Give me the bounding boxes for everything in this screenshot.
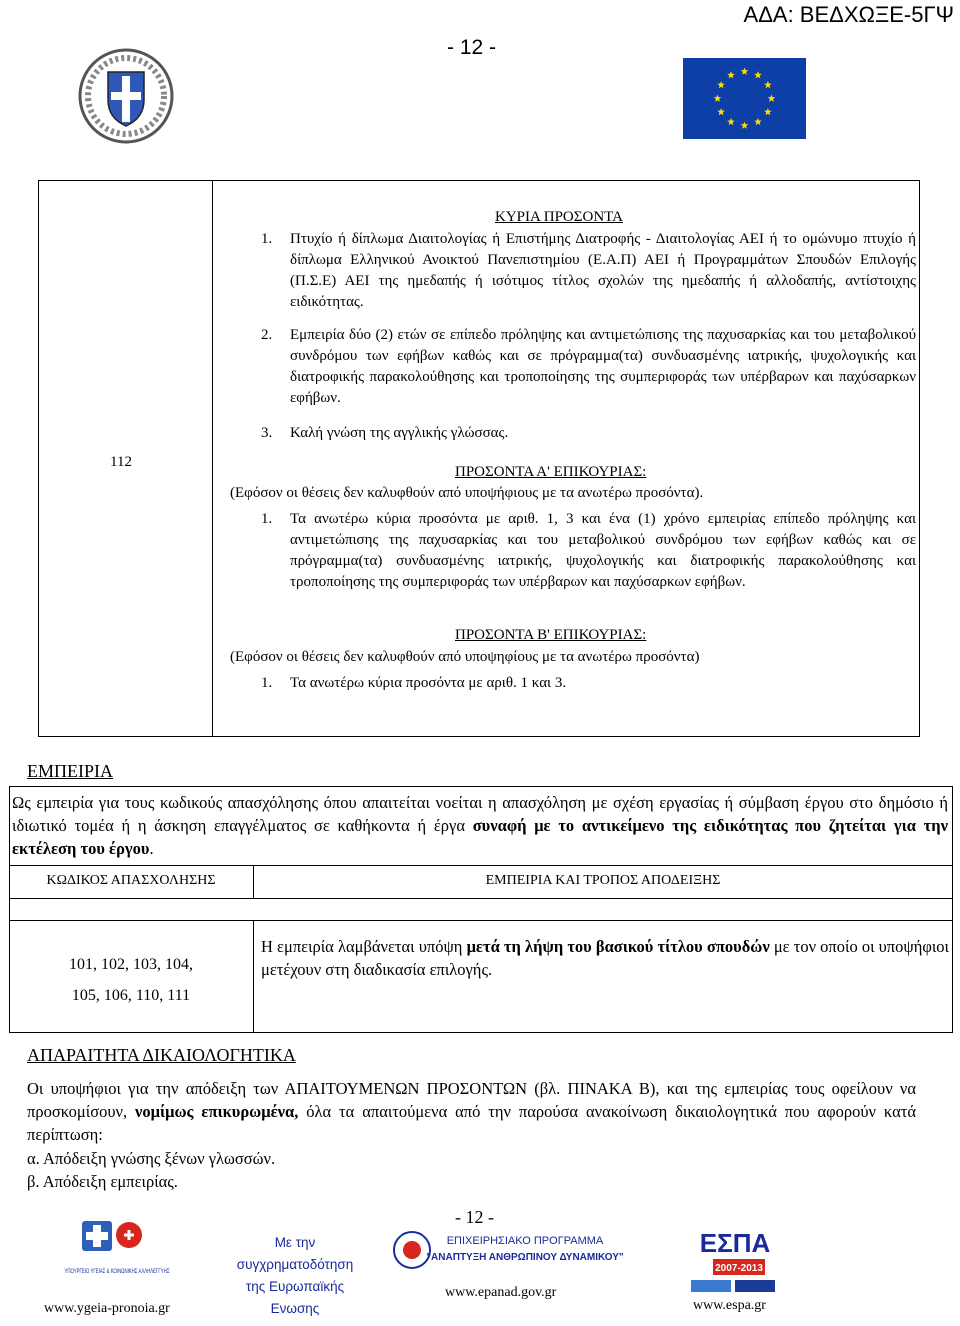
qualification-2-text: Εμπειρία δύο (2) ετών σε επίπεδο πρόληψης και αντιμετώπισης της παχυσαρκίας και του μεταβολικού συνδρόμου των εφήβων καθώς και σε πρόγραμμα(τα) συνδυασμένης ιατρικής, ψυχολογικής και διατροφικής παρακολούθησης και τροποποίησης της συμπεριφοράς των υπέρβαρων και παχύσαρκων εφήβων. bbox=[290, 327, 916, 406]
espa-logo bbox=[685, 1222, 785, 1297]
documents-item-b: β. Απόδειξη εμπειρίας. bbox=[27, 1172, 178, 1191]
experience-description: Ως εμπειρία για τους κωδικούς απασχόλησης όπου απαιτείται νοείται η απασχόληση με σχέση εργασίας ή σύμβαση έργου στο δημόσιο ή ιδιωτικό τομέα ή η άσκηση επαγγέλματος σε καθήκοντα ή έργα συναφή με το αντικείμενο της ειδικότητας που ζητείται για την εκτέλεση του έργου. bbox=[12, 793, 948, 858]
qualification-2-num: 2. bbox=[261, 327, 273, 343]
espa-years: 2007-2013 bbox=[715, 1263, 763, 1274]
ministry-health-logo bbox=[62, 1219, 172, 1297]
experience-proof-text: Η εμπειρία λαμβάνεται υπόψη μετά τη λήψη του βασικού τίτλου σπουδών με τον οποίο οι υποψήφιοι μετέχουν στη διαδικασία επιλογής. bbox=[261, 937, 949, 979]
experience-title: ΕΜΠΕΙΡΙΑ bbox=[27, 761, 113, 781]
human-resources-program-logo bbox=[390, 1222, 624, 1277]
alt-b-title: ΠΡΟΣΟΝΤΑ Β' ΕΠΙΚΟΥΡΙΑΣ: bbox=[455, 627, 647, 643]
program-text-1: ΕΠΙΧΕΙΡΗΣΙΑΚΟ ΠΡΟΓΡΑΜΜΑ bbox=[446, 1235, 604, 1247]
qualification-3-text: Καλή γνώση της αγγλικής γλώσσας. bbox=[290, 425, 509, 441]
page-number-top: - 12 - bbox=[447, 36, 497, 59]
main-qualifications-title: ΚΥΡΙΑ ΠΡΟΣΟΝΤΑ bbox=[495, 209, 623, 225]
alt-b-text: Τα ανωτέρω κύρια προσόντα με αριθ. 1 και 3. bbox=[290, 675, 567, 691]
qualification-1-num: 1. bbox=[261, 231, 273, 247]
codes-line-2: 105, 106, 110, 111 bbox=[71, 987, 191, 1004]
documents-item-a: α. Απόδειξη γνώσης ξένων γλωσσών. bbox=[27, 1149, 276, 1168]
page-number-bottom: - 12 - bbox=[455, 1207, 494, 1227]
alt-a-text: Τα ανωτέρω κύρια προσόντα με αριθ. 1, 3 και ένα (1) χρόνο εμπειρίας επίπεδο πρόληψης και αντιμετώπισης της παχυσαρκίας και του μεταβολικού συνδρόμου των εφήβων καθώς και σε πρόγραμμα(τα) συνδυασμένης ιατρικής, ψυχολογικής και διατροφικής παρακολούθησης και τροποποίησης της συμπεριφοράς των υπέρβαρων και παχύσαρκων εφήβων. bbox=[290, 511, 916, 590]
epanad-url[interactable]: www.epanad.gov.gr bbox=[445, 1285, 557, 1300]
eu-funding-text: Με την συγχρηματοδότηση της Ευρωπαϊκής Ενωσης bbox=[236, 1235, 354, 1316]
alt-a-title: ΠΡΟΣΟΝΤΑ Α' ΕΠΙΚΟΥΡΙΑΣ: bbox=[455, 464, 647, 480]
eu-flag-icon bbox=[683, 58, 806, 139]
alt-a-num: 1. bbox=[261, 511, 273, 527]
qualification-3-num: 3. bbox=[261, 425, 273, 441]
col-code-header: ΚΩΔΙΚΟΣ ΑΠΑΣΧΟΛΗΣΗΣ bbox=[46, 873, 216, 888]
codes-line-1: 101, 102, 103, 104, bbox=[69, 956, 193, 973]
espa-logo-text: ΕΣΠΑ bbox=[699, 1228, 771, 1258]
ministry-text: ΥΠΟΥΡΓΕΙΟ ΥΓΕΙΑΣ & ΚΟΙΝΩΝΙΚΗΣ ΑΛΛΗΛΕΓΓΥΗΣ bbox=[64, 1269, 170, 1275]
program-text-2: "ΑΝΑΠΤΥΞΗ ΑΝΘΡΩΠΙΝΟΥ ΔΥΝΑΜΙΚΟΥ" bbox=[426, 1252, 624, 1263]
alt-b-note: (Εφόσον οι θέσεις δεν καλυφθούν από υποψηφίους με τα ανωτέρω προσόντα) bbox=[230, 649, 700, 665]
ada-code: ΑΔΑ: ΒΕΔΧΩΞΕ-5ΓΨ bbox=[743, 2, 954, 27]
greek-state-emblem-icon bbox=[78, 48, 174, 144]
qualification-1-text: Πτυχίο ή δίπλωμα Διαιτολογίας ή Επιστήμης Διατροφής - Διαιτολογίας ΑΕΙ ή το ομώνυμο πτυχίο ή δίπλωμα Ελληνικού Ανοικτού Πανεπιστημίου (Ε.Α.Π) ΑΕΙ ή Προγραμμάτων Σπουδών Επιλογής (Π.Σ.Ε) ΑΕΙ της ημεδαπής ή ισότιμος τίτλος σχολών της ημεδαπής ή αλλοδαπής, αντίστοιχης ειδικότητας. bbox=[290, 231, 916, 310]
espa-url[interactable]: www.espa.gr bbox=[693, 1298, 766, 1313]
job-code: 112 bbox=[110, 454, 132, 470]
documents-title: ΑΠΑΡΑΙΤΗΤΑ ΔΙΚΑΙΟΛΟΓΗΤΙΚΑ bbox=[27, 1045, 296, 1065]
ministry-url[interactable]: www.ygeia-pronoia.gr bbox=[44, 1301, 170, 1316]
documents-text: Οι υποψήφιοι για την απόδειξη των ΑΠΑΙΤΟΥΜΕΝΩΝ ΠΡΟΣΟΝΤΩΝ (βλ. ΠΙΝΑΚΑ Β), και της εμπειρίας τους οφείλουν να προσκομίσουν, νομίμως επικυρωμένα, όλα τα απαιτούμενα από την παρούσα ανακοίνωση δικαιολογητικά που αφορούν κατά περίπτωση: bbox=[27, 1079, 916, 1144]
col-experience-header: ΕΜΠΕΙΡΙΑ ΚΑΙ ΤΡΟΠΟΣ ΑΠΟΔΕΙΞΗΣ bbox=[485, 873, 721, 888]
alt-a-note: (Εφόσον οι θέσεις δεν καλυφθούν από υποψήφιους με τα ανωτέρω προσόντα). bbox=[230, 485, 704, 501]
alt-b-num: 1. bbox=[261, 675, 273, 691]
